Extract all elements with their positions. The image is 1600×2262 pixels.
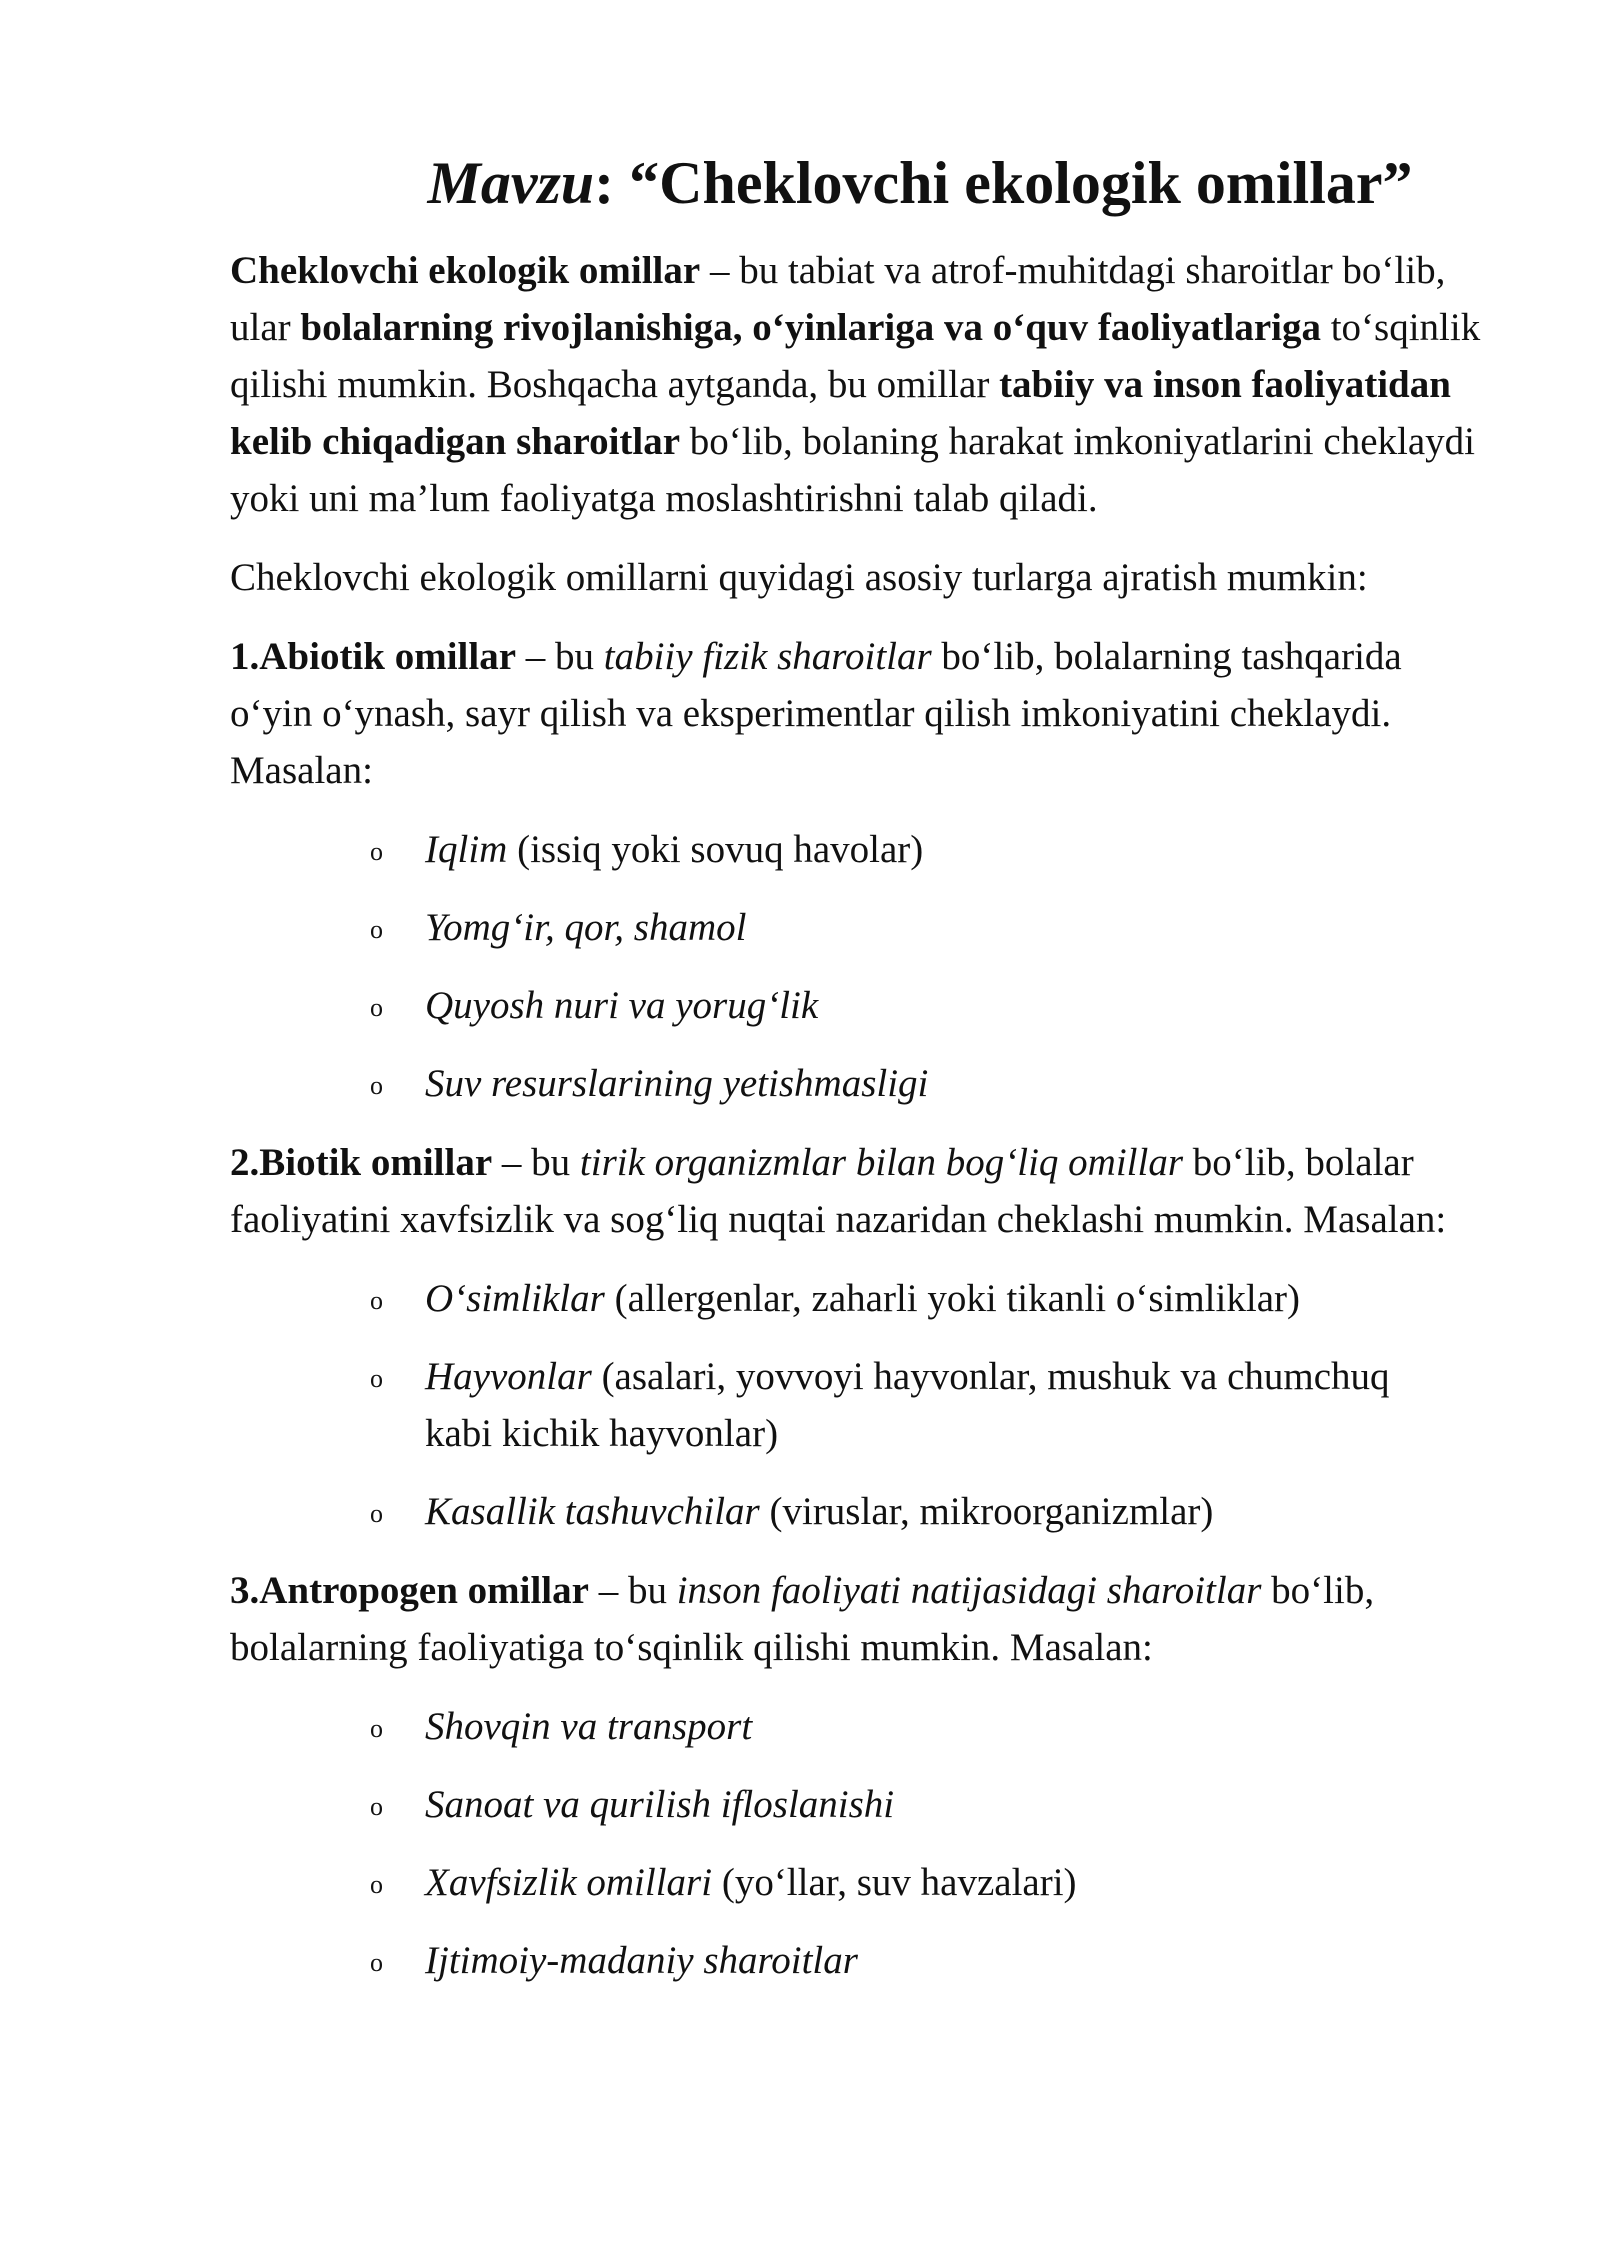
list-item-text: (viruslar, mikroorganizmlar) [759, 1490, 1214, 1533]
list-item [370, 899, 1455, 956]
section-text: bo‘lib, bolalarning faoliyatiga to‘sqinlik qilishi mumkin. Masalan: [230, 1569, 1375, 1669]
section-dash: – bu [492, 1141, 580, 1184]
list-item [370, 1698, 1455, 1755]
section-heading: 3.Antropogen omillar [230, 1569, 589, 1612]
section-italic: tabiiy fizik sharoitlar [603, 635, 932, 678]
list-item-italic: Ijtimoiy-madaniy sharoitlar [425, 1939, 858, 1982]
bullet-icon: o [370, 1870, 383, 1899]
list-item-text: (yo‘llar, suv havzalari) [712, 1861, 1077, 1904]
section-heading: 1.Abiotik omillar [230, 635, 517, 678]
title-quoted: “Cheklovchi ekologik omillar” [629, 150, 1413, 216]
list-item [370, 821, 1455, 878]
list-item-italic: Suv resurslarining yetishmasligi [425, 1062, 929, 1105]
section-list-2 [230, 1270, 1490, 1540]
section-italic: inson faoliyati natijasidagi sharoitlar [676, 1569, 1262, 1612]
bullet-icon: o [370, 1071, 383, 1100]
list-item [370, 1270, 1455, 1327]
list-item-italic: Shovqin va transport [425, 1705, 753, 1748]
list-item-italic: Hayvonlar [425, 1355, 592, 1398]
intro-term: Cheklovchi ekologik omillar [230, 249, 701, 292]
list-item [370, 977, 1455, 1034]
bullet-icon: o [370, 1948, 383, 1977]
intro-text-1: – bu tabiat va atrof-muhitdagi sharoitlar bo‘lib, ular [230, 249, 1446, 349]
bullet-icon: o [370, 1286, 383, 1315]
list-item-text: (issiq yoki sovuq havolar) [507, 828, 924, 871]
list-item-italic: Yomg‘ir, qor, shamol [425, 906, 747, 949]
section-list-1 [230, 821, 1490, 1112]
section-paragraph-1 [230, 628, 1490, 799]
list-item-text: (asalari, yovvoyi hayvonlar, mushuk va chumchuq kabi kichik hayvonlar) [425, 1355, 1390, 1455]
section-list-3 [230, 1698, 1490, 1989]
title-prefix: Mavzu [427, 150, 595, 216]
bullet-icon: o [370, 915, 383, 944]
list-item-italic: Kasallik tashuvchilar [425, 1490, 760, 1533]
list-item [370, 1776, 1455, 1833]
bullet-icon: o [370, 1792, 383, 1821]
intro-bold-1: bolalarning rivojlanishiga, o‘yinlariga va o‘quv faoliyatlariga [300, 306, 1321, 349]
list-item [370, 1854, 1455, 1911]
section-text: bo‘lib, bolalar faoliyatini xavfsizlik va sog‘liq nuqtai nazaridan cheklashi mumkin. Masalan: [230, 1141, 1447, 1241]
list-item-italic: Xavfsizlik omillari [425, 1861, 713, 1904]
page-title [230, 150, 1490, 216]
intro-text-3: bo‘lib, bolaning harakat imkoniyatlarini cheklaydi yoki uni ma’lum faoliyatga moslashtirishni talab qiladi. [230, 420, 1475, 520]
list-item-text: (allergenlar, zaharli yoki tikanli o‘simliklar) [604, 1277, 1300, 1320]
section-text: bo‘lib, bolalarning tashqarida o‘yin o‘ynash, sayr qilish va eksperimentlar qilish imkoniyatini cheklaydi. Masalan: [230, 635, 1402, 792]
section-dash: – bu [588, 1569, 677, 1612]
section-paragraph-2 [230, 1134, 1490, 1248]
bullet-icon: o [370, 1714, 383, 1743]
section-italic: tirik organizmlar bilan bog‘liq omillar [579, 1141, 1184, 1184]
list-item-italic: Iqlim [425, 828, 508, 871]
bullet-icon: o [370, 1499, 383, 1528]
sections-container [230, 628, 1490, 1989]
intro-bold-2: tabiiy va inson faoliyatidan kelib chiqadigan sharoitlar [230, 363, 1451, 463]
list-item-italic: Sanoat va qurilish ifloslanishi [425, 1783, 895, 1826]
intro-text-2: to‘sqinlik qilishi mumkin. Boshqacha aytganda, bu omillar [230, 306, 1481, 406]
types-intro-paragraph: Cheklovchi ekologik omillarni quyidagi asosiy turlarga ajratish mumkin: [230, 556, 1368, 599]
list-item [370, 1483, 1455, 1540]
section-heading: 2.Biotik omillar [230, 1141, 493, 1184]
list-item-italic: O‘simliklar [425, 1277, 605, 1320]
bullet-icon: o [370, 837, 383, 866]
list-item [370, 1348, 1455, 1462]
bullet-icon: o [370, 993, 383, 1022]
bullet-icon: o [370, 1364, 383, 1393]
section-dash: – bu [516, 635, 604, 678]
section-paragraph-3 [230, 1562, 1490, 1676]
title-colon: : [594, 150, 630, 216]
list-item [370, 1055, 1455, 1112]
intro-paragraph [230, 242, 1490, 527]
list-item [370, 1932, 1455, 1989]
list-item-italic: Quyosh nuri va yorug‘lik [425, 984, 819, 1027]
